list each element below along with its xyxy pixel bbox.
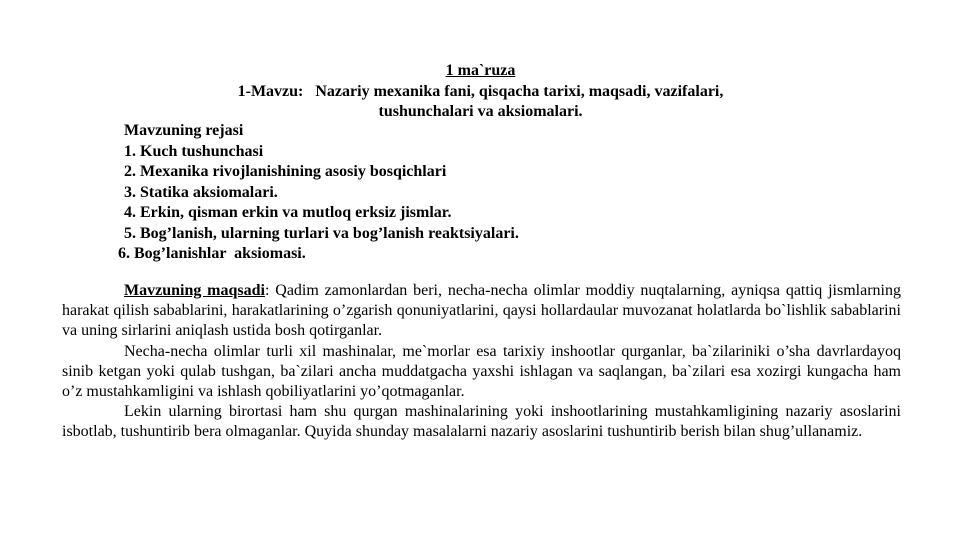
topic-line-1: 1-Mavzu: Nazariy mexanika fani, qisqacha tarixi, maqsadi, vazifalari, — [237, 83, 724, 100]
plan-item: 6. Bog’lanishlar aksiomasi. — [118, 245, 306, 262]
plan-item: 3. Statika aksiomalari. — [124, 183, 278, 201]
plan-item: 5. Bog’lanish, ularning turlari va bog’lanish reaktsiyalari. — [124, 224, 519, 242]
goal-paragraph — [62, 281, 901, 342]
plan-item: 4. Erkin, qisman erkin va mutloq erksiz jismlar. — [124, 204, 452, 221]
plan-item: 1. Kuch tushunchasi — [124, 142, 264, 160]
goal-colon: : — [264, 282, 270, 299]
lecture-plan — [118, 121, 884, 265]
lecture-title: 1 ma`ruza — [445, 62, 516, 79]
goal-label: Mavzuning maqsadi — [124, 282, 265, 299]
topic-line-2: tushunchalari va aksiomalari. — [378, 103, 583, 120]
body-paragraph-2: Necha-necha olimlar turli xil mashinalar, me`morlar esa tarixiy inshootlar qurganlar, ba`zilariniki o’sha davrlardayoq sinib ketgan yoki qulab tushgan, ba`zilari ancha muddatgacha yaxshi ishlagan va saqlangan, ba`zilari esa xozirgi kungacha ham o’z mustahkamligini va ishlash qobiliyatlarini yo’qotmaganlar. — [62, 342, 901, 401]
plan-item: 2. Mexanika rivojlanishining asosiy bosqichlari — [124, 163, 447, 180]
body-paragraph-3: Lekin ularning birortasi ham shu qurgan mashinalarining yoki inshootlarining mustahkamligining nazariy asoslarini isbotlab, tushuntirib bera olmaganlar. Quyida shunday masalalarni nazariy asoslarini tushuntirib berish bilan shug’ullanamiz. — [62, 403, 901, 441]
topic-heading — [0, 82, 961, 122]
plan-heading: Mavzuning rejasi — [124, 122, 244, 139]
lecture-body — [62, 281, 901, 443]
goal-text: Qadim zamonlardan beri, necha-necha olimlar moddiy nuqtalarning, ayniqsa qattiq jismlarning harakat qilish sabablarini, harakatlarining o’zgarish qonuniyatlarini, qaysi hollardaular muvozanat holatlarda bo`lishlik sabablarini va uning sirlarini aniqlash ustida bosh qotirganlar. — [62, 282, 901, 340]
